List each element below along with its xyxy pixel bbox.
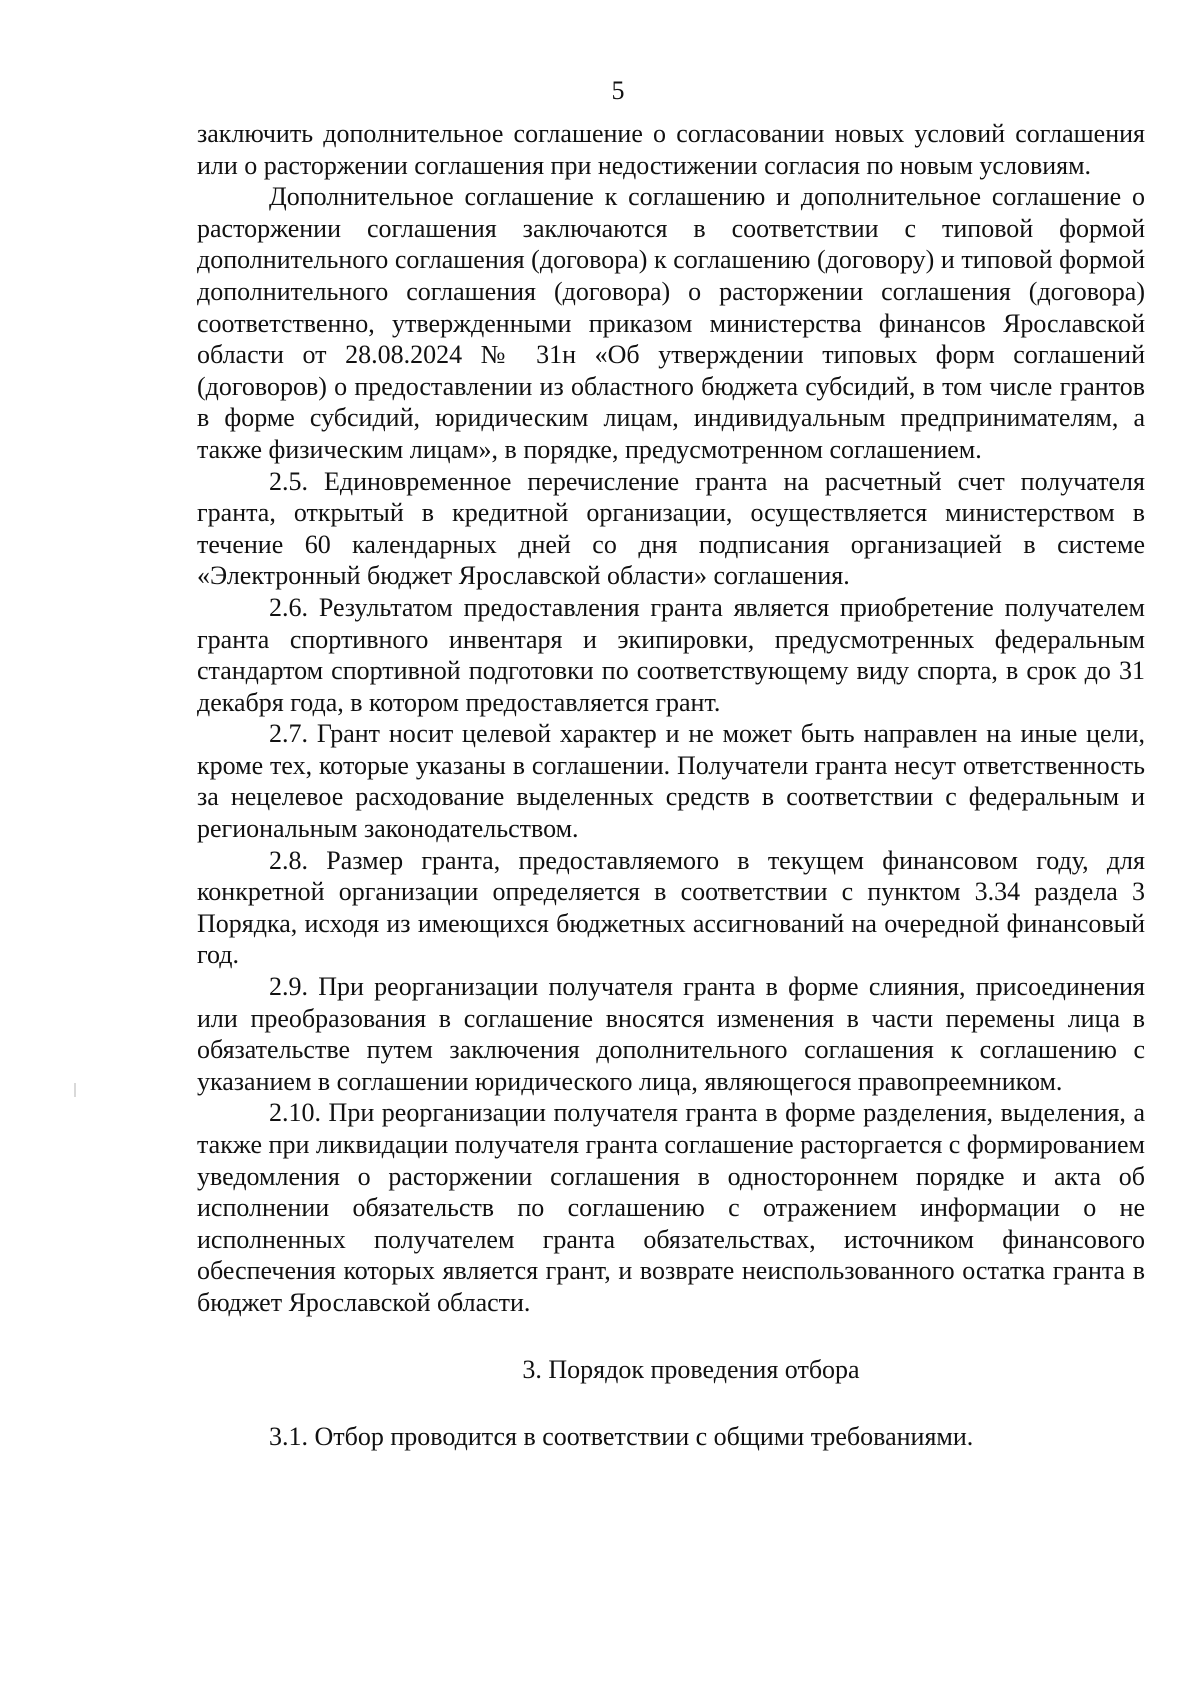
document-body <box>197 118 1145 1453</box>
page-number: 5 <box>611 76 625 105</box>
paragraph-continuation: заключить дополнительное соглашение о согласовании новых условий соглашения или о расторжении соглашения при недостижении согласия по новым условиям. <box>197 119 1145 180</box>
paragraph-2-10: 2.10. При реорганизации получателя гранта в форме разделения, выделения, а также при ликвидации получателя гранта соглашение расторгается с формированием уведомления о расторжении соглашения в одностороннем порядке и акта об исполнении обязательств по соглашению с отражением информации о не исполненных получателем гранта обязательствах, источником финансового обеспечения которых является грант, и возврате неиспользованного остатка гранта в бюджет Ярославской области. <box>197 1098 1145 1317</box>
section-heading: 3. Порядок проведения отбора <box>522 1354 860 1384</box>
paragraph-2-7: 2.7. Грант носит целевой характер и не может быть направлен на иные цели, кроме тех, которые указаны в соглашении. Получатели гранта несут ответственность за нецелевое расходование выделенных средств в соответствии с федеральным и региональным законодательством. <box>197 719 1145 844</box>
paragraph-2-9: 2.9. При реорганизации получателя гранта в форме слияния, присоединения или преобразования в соглашение вносятся изменения в части перемены лица в обязательстве путем заключения дополнительного соглашения к соглашению с указанием в соглашении юридического лица, являющегося правопреемником. <box>197 972 1145 1096</box>
scan-artifact-mark <box>74 1083 76 1097</box>
paragraph-3-1: 3.1. Отбор проводится в соответствии с общими требованиями. <box>269 1422 974 1452</box>
paragraph-2-6: 2.6. Результатом предоставления гранта является приобретение получателем гранта спортивного инвентаря и экипировки, предусмотренных федеральным стандартом спортивной подготовки по соответствующему виду спорта, в срок до 31 декабря года, в котором предоставляется грант. <box>197 592 1145 717</box>
paragraph-additional-agreement: Дополнительное соглашение к соглашению и дополнительное соглашение о расторжении соглашения заключаются в соответствии с типовой формой дополнительного соглашения (договора) к соглашению (договору) и типовой формой дополнительного соглашения (договора) о расторжении соглашения (договора) соответственно, утвержденными приказом министерства финансов Ярославской области от 28.08.2024 № 31н «Об утверждении типовых форм соглашений (договоров) о предоставлении из областного бюджета субсидий, в том числе грантов в форме субсидий, юридическим лицам, индивидуальным предпринимателям, а также физическим лицам», в порядке, предусмотренном соглашением. <box>197 182 1145 464</box>
paragraph-2-5: 2.5. Единовременное перечисление гранта на расчетный счет получателя гранта, открытый в кредитной организации, осуществляется министерством в течение 60 календарных дней со дня подписания организацией в системе «Электронный бюджет Ярославской области» соглашения. <box>197 466 1145 591</box>
paragraph-2-8: 2.8. Размер гранта, предоставляемого в текущем финансовом году, для конкретной организации определяется в соответствии с пунктом 3.34 раздела 3 Порядка, исходя из имеющихся бюджетных ассигнований на очередной финансовый год. <box>197 845 1145 970</box>
